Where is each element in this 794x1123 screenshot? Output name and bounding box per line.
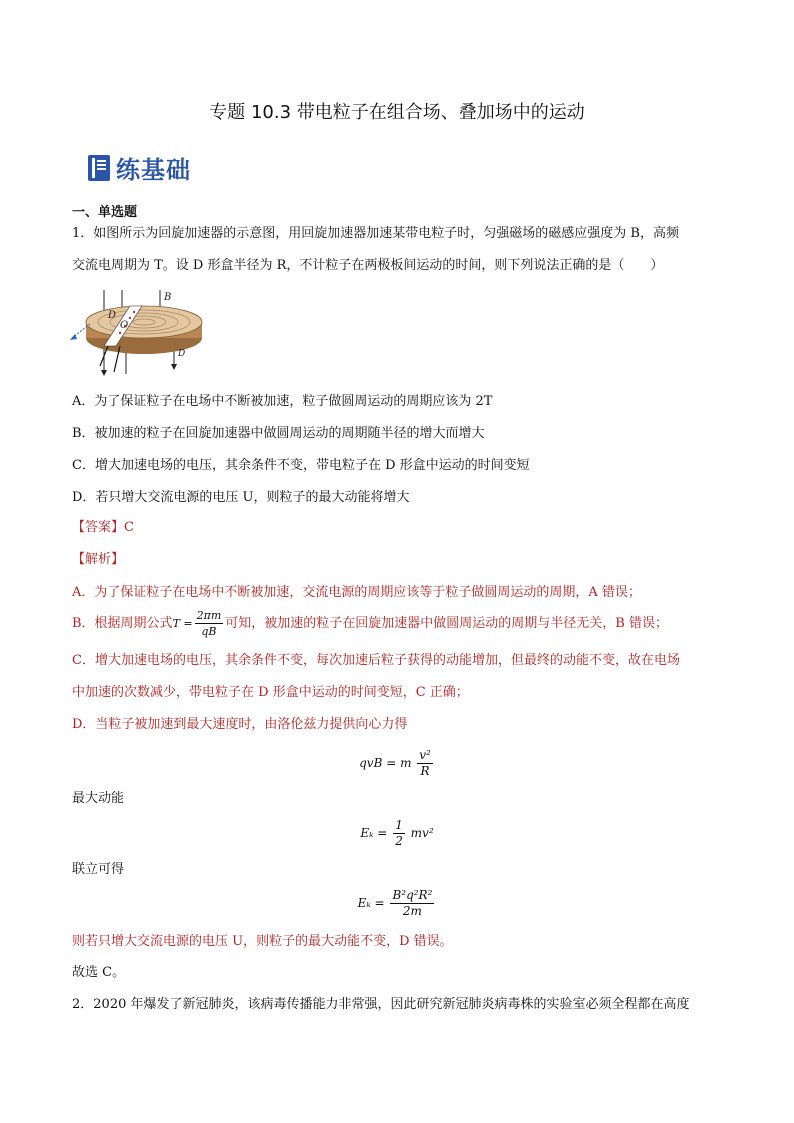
q1-option-d: D．若只增大交流电源的电压 U，则粒子的最大动能将增大 xyxy=(72,490,410,505)
formula-ke-den: 2 xyxy=(395,834,403,848)
period-formula xyxy=(173,608,226,639)
max-ke-label: 最大动能 xyxy=(72,791,125,806)
q1-stem-line1: 1．如图所示为回旋加速器的示意图，用回旋加速器加速某带电粒子时，匀强磁场的磁感应强度为 B，高频 xyxy=(72,226,679,241)
formula-combined-den: 2m xyxy=(402,904,422,918)
formula-ke-num: 1 xyxy=(395,818,403,832)
period-formula-den: qB xyxy=(201,625,217,638)
q1-stem-line2: 交流电周期为 T。设 D 形盒半径为 R，不计粒子在两极板间运动的时间，则下列说法正确的是（ ） xyxy=(72,258,664,273)
analysis-label: 【解析】 xyxy=(72,552,125,567)
formula-lorentz-lhs: qvB = m xyxy=(359,756,412,770)
analysis-b xyxy=(72,608,726,639)
formula-lorentz xyxy=(0,748,794,779)
period-formula-lhs: T = xyxy=(172,616,193,630)
page-title: 专题 10.3 带电粒子在组合场、叠加场中的运动 xyxy=(209,102,585,123)
analysis-c1: C．增大加速电场的电压，其余条件不变，每次加速后粒子获得的动能增加，但最终的动能不变，故在电场 xyxy=(72,653,680,668)
formula-ke xyxy=(0,818,794,849)
answer-value: C xyxy=(124,520,134,535)
analysis-d1: D．当粒子被加速到最大速度时，由洛伦兹力提供向心力得 xyxy=(72,717,408,732)
formula-lorentz-num: v² xyxy=(419,748,431,762)
banner-text: 练基础 xyxy=(116,156,191,184)
q1-option-b: B．被加速的粒子在回旋加速器中做圆周运动的周期随半径的增大而增大 xyxy=(72,426,485,441)
analysis-c2: 中加速的次数减少，带电粒子在 D 形盒中运动的时间变短，C 正确； xyxy=(72,685,469,700)
cyclotron-figure xyxy=(64,286,214,378)
q2-stem-line1: 2．2020 年爆发了新冠肺炎，该病毒传播能力非常强，因此研究新冠肺炎病毒株的实验室必须全程都在高度 xyxy=(72,997,690,1012)
analysis-b-post: 可知，被加速的粒子在回旋加速器中做圆周运动的周期与半径无关，B 错误； xyxy=(225,615,668,631)
analysis-a: A．为了保证粒子在电场中不断被加速，交流电源的周期应该等于粒子做圆周运动的周期，A 错误； xyxy=(72,585,641,600)
label-b: B xyxy=(164,292,172,303)
book-icon xyxy=(88,155,110,181)
answer-label: 【答案】 xyxy=(72,520,125,535)
formula-ke-lhs: Eₖ = xyxy=(360,826,388,840)
period-formula-num: 2πm xyxy=(196,609,222,622)
label-d1: D xyxy=(108,310,117,321)
section-banner xyxy=(88,150,191,185)
formula-ke-rhs: mv² xyxy=(410,826,434,840)
formula-combined xyxy=(0,888,794,919)
section-heading: 一、单选题 xyxy=(72,205,138,220)
q1-option-a: A．为了保证粒子在电场中不断被加速，粒子做圆周运动的周期应该为 2T xyxy=(72,394,493,409)
answer-row xyxy=(72,519,726,537)
analysis-b-pre: B．根据周期公式 xyxy=(72,615,173,631)
combine-label: 联立可得 xyxy=(72,862,125,877)
label-d2: D xyxy=(178,349,186,359)
formula-lorentz-den: R xyxy=(420,764,430,778)
analysis-d2: 则若只增大交流电源的电压 U，则粒子的最大动能不变，D 错误。 xyxy=(72,934,453,949)
formula-combined-lhs: Eₖ = xyxy=(357,896,385,910)
formula-combined-num: B²q²R² xyxy=(392,888,433,902)
analysis-conclusion: 故选 C。 xyxy=(72,965,126,980)
label-o: O xyxy=(120,320,129,331)
q1-option-c: C．增大加速电场的电压，其余条件不变，带电粒子在 D 形盒中运动的时间变短 xyxy=(72,458,530,473)
